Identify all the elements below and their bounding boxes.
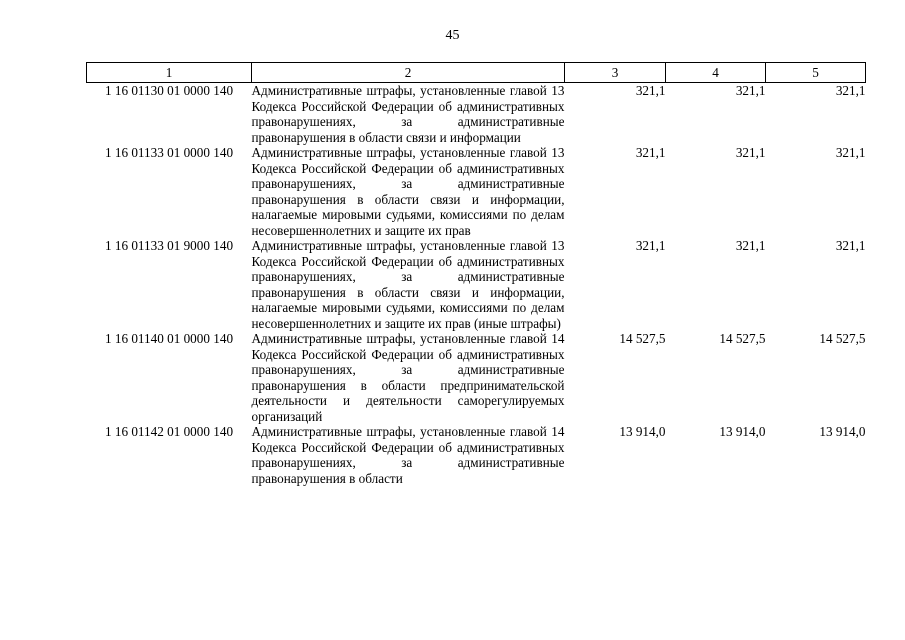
column-header: 4 — [666, 63, 766, 83]
budget-code: 1 16 01133 01 9000 140 — [104, 238, 234, 253]
amount-col5: 13 914,0 — [819, 424, 866, 439]
revenue-description: Административные штрафы, установленные главой 13 Кодекса Российской Федерации об административных правонарушениях, за административные правонарушения в области связи и информации — [251, 83, 565, 145]
amount-col3: 321,1 — [635, 145, 666, 160]
budget-revenue-table — [86, 62, 866, 486]
budget-code: 1 16 01142 01 0000 140 — [104, 424, 234, 439]
table-row — [87, 83, 866, 146]
amount-col3: 14 527,5 — [619, 331, 666, 346]
revenue-description: Административные штрафы, установленные главой 13 Кодекса Российской Федерации об административных правонарушениях, за административные правонарушения в области связи и информации, налагаемые мировыми судьями, комиссиями по делам несовершеннолетних и защите их прав (иные штрафы) — [251, 238, 565, 331]
amount-col3: 321,1 — [635, 83, 666, 98]
table-row — [87, 331, 866, 424]
budget-code: 1 16 01140 01 0000 140 — [104, 331, 234, 346]
table-row — [87, 424, 866, 486]
amount-col4: 13 914,0 — [719, 424, 766, 439]
table-row — [87, 238, 866, 331]
column-header: 5 — [766, 63, 866, 83]
amount-col4: 321,1 — [735, 145, 766, 160]
amount-col3: 13 914,0 — [619, 424, 666, 439]
column-header: 1 — [87, 63, 252, 83]
amount-col5: 14 527,5 — [819, 331, 866, 346]
amount-col5: 321,1 — [835, 238, 866, 253]
amount-col4: 14 527,5 — [719, 331, 766, 346]
table-header-row — [87, 63, 866, 83]
column-header: 2 — [252, 63, 565, 83]
amount-col3: 321,1 — [635, 238, 666, 253]
revenue-description: Административные штрафы, установленные главой 14 Кодекса Российской Федерации об административных правонарушениях, за административные правонарушения в области — [251, 424, 565, 486]
revenue-description: Административные штрафы, установленные главой 13 Кодекса Российской Федерации об административных правонарушениях, за административные правонарушения в области связи и информации, налагаемые мировыми судьями, комиссиями по делам несовершеннолетних и защите их прав — [251, 145, 565, 238]
page-number: 45 — [445, 28, 460, 43]
amount-col4: 321,1 — [735, 83, 766, 98]
amount-col5: 321,1 — [835, 145, 866, 160]
revenue-description: Административные штрафы, установленные главой 14 Кодекса Российской Федерации об административных правонарушениях, за административные правонарушения в области предпринимательской деятельности и деятельности саморегулируемых организаций — [251, 331, 565, 424]
table-row — [87, 145, 866, 238]
amount-col4: 321,1 — [735, 238, 766, 253]
amount-col5: 321,1 — [835, 83, 866, 98]
budget-code: 1 16 01133 01 0000 140 — [104, 145, 234, 160]
column-header: 3 — [565, 63, 666, 83]
budget-code: 1 16 01130 01 0000 140 — [104, 83, 234, 98]
